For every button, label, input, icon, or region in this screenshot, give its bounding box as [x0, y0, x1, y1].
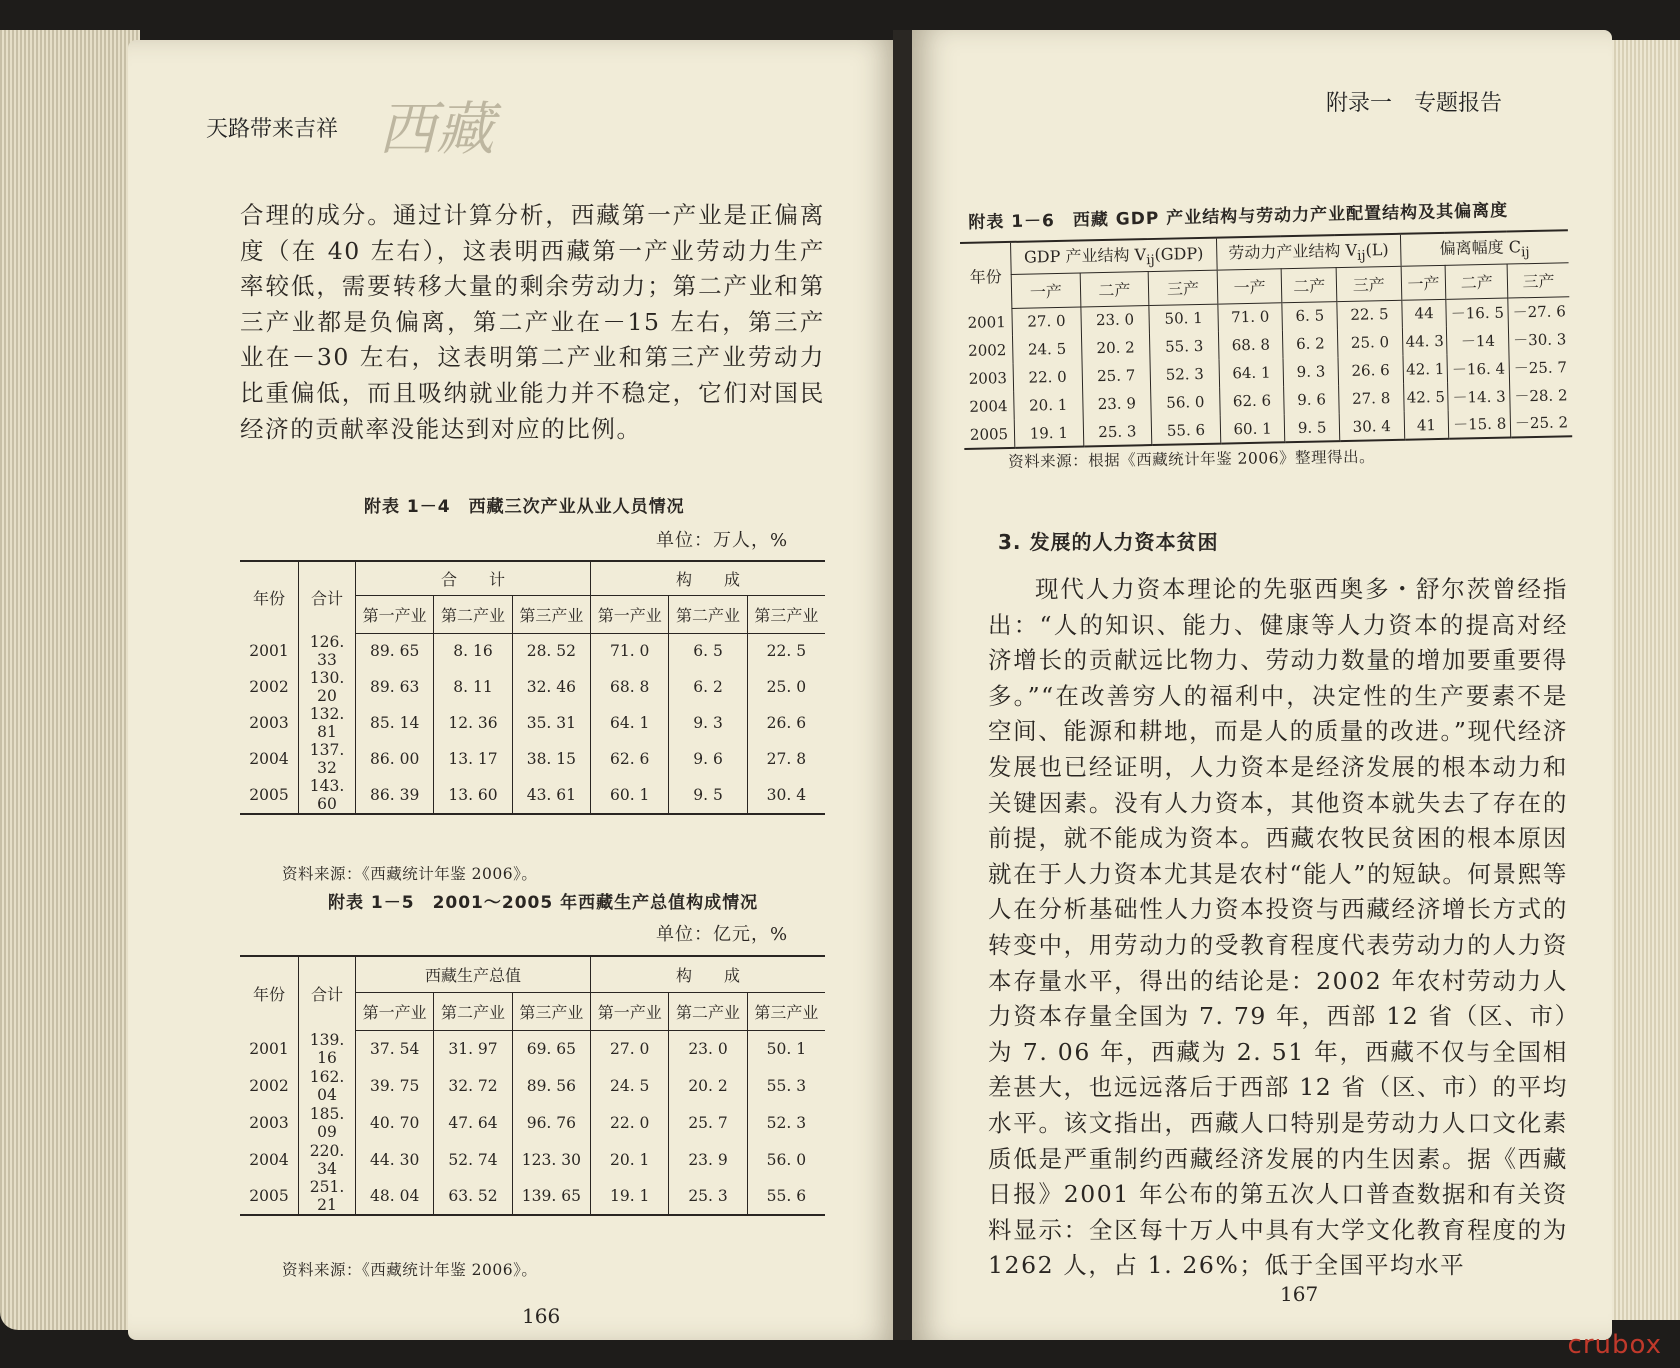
table16-sub-header: 一产 — [1011, 272, 1080, 307]
right-paragraph-text: 现代人力资本理论的先驱西奥多・舒尔茨曾经指出：“人的知识、能力、健康等人力资本的提高对经济增长的贡献远比物力、劳动力数量的增加要重要得多。”“在改善穷人的福利中，决定性的生产要素不是空间、能源和耕地，而是人的质量的改进。”现代经济发展也已经证明，人力资本是经济发展的根本动力和关键因素。没有人力资本，其他资本就失去了存在的前提，就不能成为资本。西藏农牧民贫困的根本原因就在于人力资本尤其是农村“能人”的短缺。何景熙等人在分析基础性人力资本投资与西藏经济增长方式的转变中，用劳动力的受教育程度代表劳动力的人力资本存量水平，得出的结论是：2002 年农村劳动力人力资本存量全国为 7. 79 年，西部 12 省（区、市）为 7. 06 年，西藏为 2. 51 年，西藏不仅与全国相差甚大，也远远落后于西部 12 省（区、市）的平均水平。该文指出，西藏人口特别是劳动力人口文化素质低是严重制约西藏经济发展的内生因素。据《西藏日报》2001 年公布的第五次人口普查数据和有关资料显示：全区每十万人中具有大学文化教育程度的为 1262 人，占 1. 26%；低于全国平均水平 — [988, 575, 1568, 1280]
table-cell: 42. 1 — [1403, 355, 1448, 384]
table14-source: 资料来源：《西藏统计年鉴 2006》。 — [282, 865, 538, 883]
table-cell: 139. 65 — [512, 1178, 590, 1215]
table-cell: 123. 30 — [512, 1141, 590, 1178]
table15-sub-header: 第一产业 — [591, 992, 669, 1030]
table-cell: 41 — [1404, 411, 1449, 440]
table-cell: 60. 1 — [1220, 414, 1285, 443]
table-cell-year: 2004 — [249, 1150, 289, 1169]
table15-unit: 单位：亿元，% — [656, 924, 789, 945]
table14-sub-header: 第三产业 — [747, 595, 825, 633]
table-cell-year: 2002 — [249, 678, 289, 696]
page-edges-left — [0, 30, 140, 1330]
table-cell: 71. 0 — [1218, 302, 1283, 331]
table14-row — [240, 669, 825, 705]
table-cell: 13. 60 — [434, 777, 512, 814]
table16-header-labor-structure: 劳动力产业结构 $V_{ij}(L)$ — [1216, 234, 1401, 270]
table16-sub-header: 二产 — [1445, 264, 1508, 299]
table16-header-gdp-structure: GDP 产业结构 $V_{ij}(GDP)$ — [1011, 238, 1217, 274]
table-cell: 50. 1 — [1149, 304, 1218, 333]
table-cell: 220. 34 — [299, 1141, 356, 1178]
table-cell: 6. 2 — [669, 669, 747, 705]
table14-sub-header: 第二产业 — [434, 595, 512, 633]
table14-sub-header: 第三产业 — [512, 595, 590, 633]
table-cell: 55. 6 — [747, 1178, 825, 1215]
table14-title: 附表 1－4 西藏三次产业从业人员情况 — [364, 497, 685, 517]
table-cell-year: 2003 — [968, 369, 1008, 388]
table-cell: 55. 3 — [747, 1067, 825, 1104]
table-cell: －16. 5 — [1446, 298, 1508, 327]
table-cell: －25. 2 — [1510, 408, 1572, 437]
table15-source: 资料来源：《西藏统计年鉴 2006》。 — [282, 1261, 538, 1279]
table-cell: 30. 4 — [1339, 412, 1404, 441]
table-cell: 23. 0 — [669, 1030, 747, 1067]
table-cell: 52. 3 — [1150, 360, 1219, 389]
table15-title: 附表 1－5 2001～2005 年西藏生产总值构成情况 — [328, 893, 759, 913]
table-cell: 62. 6 — [1219, 386, 1284, 415]
page-edges-right — [1610, 40, 1680, 1320]
table15-row — [240, 1141, 825, 1178]
table-cell: 9. 6 — [669, 741, 747, 777]
table-cell: 52. 74 — [434, 1141, 512, 1178]
table-cell: 9. 3 — [669, 705, 747, 741]
table-cell: －28. 2 — [1510, 380, 1572, 409]
table-cell: 185. 09 — [299, 1104, 356, 1141]
table-cell: 32. 72 — [434, 1067, 512, 1104]
table16-sub-header: 三产 — [1336, 266, 1401, 301]
table-cell: 56. 0 — [1151, 388, 1220, 417]
table-cell: 89. 63 — [356, 669, 434, 705]
table15-sub-header: 第二产业 — [669, 992, 747, 1030]
table-cell: 9. 5 — [669, 777, 747, 814]
table16 — [960, 229, 1572, 450]
table15 — [240, 955, 825, 1216]
table-cell: 31. 97 — [434, 1030, 512, 1067]
table14-sub-header: 第一产业 — [356, 595, 434, 633]
table14-unit: 单位：万人，% — [656, 530, 789, 551]
table14-sub-header: 第二产业 — [669, 595, 747, 633]
table16-sub-header: 三产 — [1148, 270, 1217, 305]
table-cell: 25. 7 — [669, 1104, 747, 1141]
right-page — [912, 30, 1612, 1340]
table-cell: 50. 1 — [747, 1030, 825, 1067]
table14-row — [240, 741, 825, 777]
table-cell: －14 — [1447, 326, 1509, 355]
table-cell: 19. 1 — [1014, 418, 1083, 447]
table-cell: 55. 6 — [1151, 416, 1220, 445]
table-cell-year: 2005 — [240, 777, 299, 814]
table-cell: 38. 15 — [512, 741, 590, 777]
table15-header-total: 合计 — [299, 956, 356, 1030]
table-cell: 44. 3 — [1402, 327, 1447, 356]
table15-header-year: 年份 — [240, 956, 299, 1030]
table-cell: 126. 33 — [299, 633, 356, 669]
table-cell: －16. 4 — [1447, 354, 1509, 383]
table15-sub-header: 第三产业 — [512, 992, 590, 1030]
table-cell: 20. 2 — [669, 1067, 747, 1104]
table-cell-year: 2002 — [249, 1076, 289, 1095]
table-cell: 22. 0 — [1013, 362, 1082, 391]
table-cell: 44 — [1401, 299, 1446, 328]
table-cell: 9. 6 — [1284, 385, 1339, 414]
table-cell: 27. 0 — [1012, 306, 1081, 335]
table15-row — [240, 1104, 825, 1141]
table15-sub-header: 第三产业 — [747, 992, 825, 1030]
table15-sub-header: 第二产业 — [434, 992, 512, 1030]
left-paragraph: 合理的成分。通过计算分析，西藏第一产业是正偏离度（在 40 左右），这表明西藏第一产业劳动力生产率较低，需要转移大量的剩余劳动力；第二产业和第三产业都是负偏离，第二产业在－15 左右，第三产业在－30 左右，这表明第二产业和第三产业劳动力比重偏低，而且吸纳就业能力并不稳定，它们对国民经济的贡献率没能达到对应的比例。 — [240, 201, 825, 443]
table14-header-total: 合计 — [299, 561, 356, 633]
table14-row — [240, 777, 825, 814]
table-cell: 20. 1 — [1014, 390, 1083, 419]
table-cell: 162. 04 — [299, 1067, 356, 1104]
page-number-left: 166 — [522, 1304, 561, 1328]
table-cell: 32. 46 — [512, 669, 590, 705]
table16-sub-header: 二产 — [1080, 271, 1149, 306]
table-cell-year: 2002 — [967, 341, 1007, 360]
left-page — [128, 40, 898, 1340]
table-cell: 8. 16 — [434, 633, 512, 669]
table-cell: 60. 1 — [591, 777, 669, 814]
table16-sub-header: 二产 — [1282, 267, 1337, 302]
table-cell: 85. 14 — [356, 705, 434, 741]
table-cell: 137. 32 — [299, 741, 356, 777]
table-cell-year: 2001 — [249, 1039, 289, 1058]
table-cell: 23. 0 — [1080, 305, 1149, 334]
table-cell: 28. 52 — [512, 633, 590, 669]
table15-row — [240, 1030, 825, 1067]
table-cell: 139. 16 — [299, 1030, 356, 1067]
table-cell: 22. 0 — [591, 1104, 669, 1141]
table-cell: 25. 0 — [747, 669, 825, 705]
table-cell: 24. 5 — [1012, 334, 1081, 363]
table16-sub-header: 一产 — [1401, 265, 1446, 300]
table-cell: 20. 2 — [1081, 333, 1150, 362]
table-cell: 89. 56 — [512, 1067, 590, 1104]
table-cell: 47. 64 — [434, 1104, 512, 1141]
table-cell: 12. 36 — [434, 705, 512, 741]
table14-header-group1: 合 计 — [356, 561, 591, 595]
table-cell: 26. 6 — [747, 705, 825, 741]
table-cell: －14. 3 — [1448, 382, 1510, 411]
table-cell: 48. 04 — [356, 1178, 434, 1215]
table-cell: －25. 7 — [1509, 352, 1571, 381]
table16-source: 资料来源：根据《西藏统计年鉴 2006》整理得出。 — [1008, 447, 1376, 471]
table-cell: 27. 8 — [1339, 384, 1404, 413]
table-cell: 19. 1 — [591, 1178, 669, 1215]
table-cell: 30. 4 — [747, 777, 825, 814]
table-cell: 6. 5 — [1282, 301, 1337, 330]
table15-row — [240, 1067, 825, 1104]
running-head-seal-logo: 西藏 — [378, 95, 495, 163]
table-cell: 13. 17 — [434, 741, 512, 777]
table16-sub-header: 三产 — [1507, 262, 1569, 297]
running-head-left: 天路带来吉祥 — [206, 117, 339, 142]
table-cell: 68. 8 — [591, 669, 669, 705]
section-heading: 3. 发展的人力资本贫困 — [998, 530, 1219, 554]
watermark-logo: crubox — [1567, 1330, 1662, 1360]
table-cell: 40. 70 — [356, 1104, 434, 1141]
table-cell: 64. 1 — [1219, 358, 1284, 387]
table-cell: 39. 75 — [356, 1067, 434, 1104]
running-head-right: 附录一 专题报告 — [1325, 91, 1502, 116]
table-cell: 23. 9 — [1082, 389, 1151, 418]
table14-row — [240, 633, 825, 669]
table-cell-year: 2005 — [964, 420, 1015, 449]
table-cell: 35. 31 — [512, 705, 590, 741]
table-cell: 9. 5 — [1285, 413, 1340, 442]
table14-header-group2: 构 成 — [591, 561, 825, 595]
table14-sub-header: 第一产业 — [591, 595, 669, 633]
table-cell: 27. 0 — [591, 1030, 669, 1067]
table-cell: 143. 60 — [299, 777, 356, 814]
table14 — [240, 560, 825, 815]
table-cell: 26. 6 — [1338, 356, 1403, 385]
table-cell: 8. 11 — [434, 669, 512, 705]
table-cell: 25. 0 — [1337, 328, 1402, 357]
table15-header-group1: 西藏生产总值 — [356, 956, 591, 992]
table-cell: 132. 81 — [299, 705, 356, 741]
table-cell: 96. 76 — [512, 1104, 590, 1141]
table-cell: 69. 65 — [512, 1030, 590, 1067]
table-cell: 42. 5 — [1403, 383, 1448, 412]
table-cell-year: 2003 — [249, 714, 289, 732]
table15-sub-header: 第一产业 — [356, 992, 434, 1030]
table-cell: －15. 8 — [1449, 410, 1511, 439]
table16-sub-header: 一产 — [1217, 268, 1282, 303]
table-cell: －30. 3 — [1509, 324, 1571, 353]
table-cell: 55. 3 — [1150, 332, 1219, 361]
table-cell: 9. 3 — [1283, 357, 1338, 386]
table16-title: 附表 1－6 西藏 GDP 产业结构与劳动力产业配置结构及其偏离度 — [968, 200, 1509, 233]
table-cell-year: 2001 — [249, 642, 289, 660]
table15-row — [240, 1178, 825, 1215]
right-paragraph — [988, 572, 1568, 1284]
table-cell-year: 2003 — [249, 1113, 289, 1132]
page-number-right: 167 — [1280, 1282, 1319, 1306]
table14-row — [240, 705, 825, 741]
table-cell: 22. 5 — [1337, 300, 1402, 329]
table-cell: 86. 39 — [356, 777, 434, 814]
table-cell: 71. 0 — [591, 633, 669, 669]
table-cell: 63. 52 — [434, 1178, 512, 1215]
table-cell: －27. 6 — [1508, 296, 1570, 325]
table-cell: 251. 21 — [299, 1178, 356, 1215]
table-cell-year: 2001 — [967, 313, 1006, 332]
table-cell-year: 2004 — [249, 750, 289, 768]
table-cell: 22. 5 — [747, 633, 825, 669]
table-cell: 130. 20 — [299, 669, 356, 705]
table-cell: 25. 3 — [669, 1178, 747, 1215]
table-cell: 52. 3 — [747, 1104, 825, 1141]
table-cell: 25. 7 — [1082, 361, 1151, 390]
table-cell: 20. 1 — [591, 1141, 669, 1178]
table-cell-year: 2005 — [240, 1178, 299, 1215]
table-cell: 68. 8 — [1218, 330, 1283, 359]
table16-header-year: 年份 — [960, 242, 1012, 309]
table-cell: 43. 61 — [512, 777, 590, 814]
table15-header-group2: 构 成 — [591, 956, 825, 992]
table-cell: 6. 2 — [1283, 329, 1338, 358]
table-cell: 44. 30 — [356, 1141, 434, 1178]
table-cell: 62. 6 — [591, 741, 669, 777]
table-cell: 25. 3 — [1083, 417, 1152, 446]
table-cell: 24. 5 — [591, 1067, 669, 1104]
table-cell-year: 2004 — [969, 397, 1008, 416]
table-cell: 86. 00 — [356, 741, 434, 777]
table-cell: 6. 5 — [669, 633, 747, 669]
table-cell: 23. 9 — [669, 1141, 747, 1178]
table16-header-deviation: 偏离幅度 $C_{ij}$ — [1400, 230, 1568, 266]
table-cell: 64. 1 — [591, 705, 669, 741]
table-cell: 37. 54 — [356, 1030, 434, 1067]
table-cell: 56. 0 — [747, 1141, 825, 1178]
table-cell: 27. 8 — [747, 741, 825, 777]
table-cell: 89. 65 — [356, 633, 434, 669]
table14-header-year: 年份 — [240, 561, 299, 633]
